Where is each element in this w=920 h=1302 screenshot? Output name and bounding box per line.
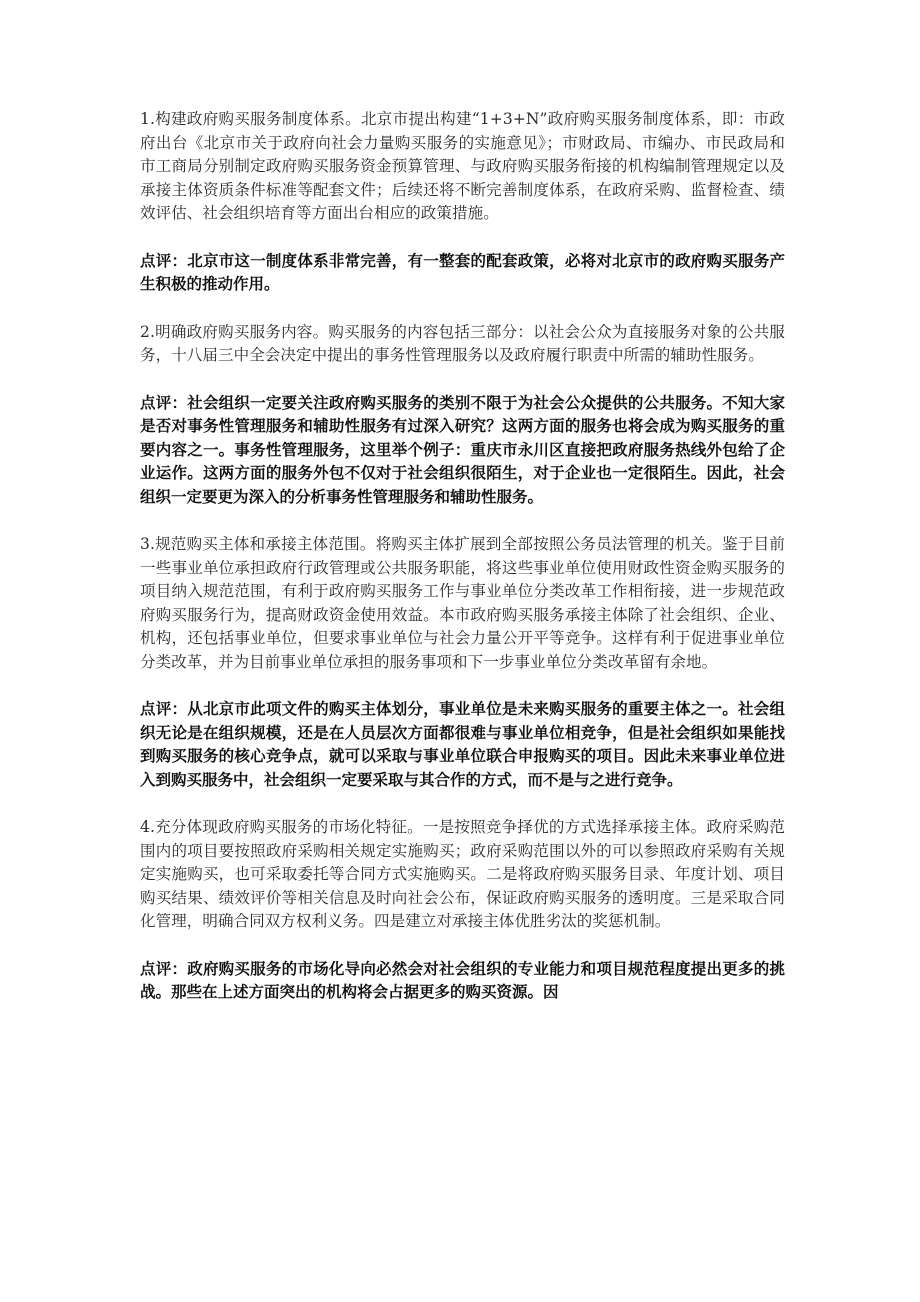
paragraph-spacer [140,934,785,958]
section-4-comment: 点评：政府购买服务的市场化导向必然会对社会组织的专业能力和项目规范程度提出更多的挑战。那些在上述方面突出的机构将会占据更多的购买资源。因 [140,959,785,1001]
paragraph-spacer [140,509,785,533]
section-1-paragraph: 1.构建政府购买服务制度体系。北京市提出构建“1+3+N”政府购买服务制度体系，即：市政府出台《北京市关于政府向社会力量购买服务的实施意见》；市财政局、市编办、市民政局和市工商局分别制定政府购买服务资金预算管理、与政府购买服务衔接的机构编制管理规定以及承接主体资质条件标准等配套文件；后续还将不断完善制度体系，在政府采购、监督检查、绩效评估、社会组织培育等方面出台相应的政策措施。 [140,110,785,222]
section-4-paragraph: 4.充分体现政府购买服务的市场化特征。一是按照竞争择优的方式选择承接主体。政府采购范围内的项目要按照政府采购相关规定实施购买；政府采购范围以外的可以参照政府采购有关规定实施购买，也可采取委托等合同方式实施购买。二是将政府购买服务目录、年度计划、项目购买结果、绩效评价等相关信息及时向社会公布，保证政府购买服务的透明度。三是采取合同化管理，明确合同双方权利义务。四是建立对承接主体优胜劣汰的奖惩机制。 [140,818,785,930]
section-3-comment: 点评：从北京市此项文件的购买主体划分，事业单位是未来购买服务的重要主体之一。社会组织无论是在组织规模，还是在人员层次方面都很难与事业单位相竞争，但是社会组织如果能找到购买服务的核心竞争点，就可以采取与事业单位联合申报购买的项目。因此未来事业单位进入到购买服务中，社会组织一定要采取与其合作的方式，而不是与之进行竞争。 [140,700,785,789]
section-2-comment: 点评：社会组织一定要关注政府购买服务的类别不限于为社会公众提供的公共服务。不知大家是否对事务性管理服务和辅助性服务有过深入研究？这两方面的服务也将会成为购买服务的重要内容之一。事务性管理服务，这里举个例子：重庆市永川区直接把政府服务热线外包给了企业运作。这两方面的服务外包不仅对于社会组织很陌生，对于企业也一定很陌生。因此，社会组织一定要更为深入的分析事务性管理服务和辅助性服务。 [140,393,785,506]
paragraph-spacer [140,792,785,816]
paragraph-spacer [140,226,785,250]
paragraph-spacer [140,368,785,392]
section-2-paragraph: 2.明确政府购买服务内容。购买服务的内容包括三部分：以社会公众为直接服务对象的公共服务，十八届三中全会决定中提出的事务性管理服务以及政府履行职责中所需的辅助性服务。 [140,322,785,364]
paragraph-spacer [140,674,785,698]
section-3-paragraph: 3.规范购买主体和承接主体范围。将购买主体扩展到全部按照公务员法管理的机关。鉴于目前一些事业单位承担政府行政管理或公共服务职能，将这些事业单位使用财政性资金购买服务的项目纳入规范范围，有利于政府购买服务工作与事业单位分类改革工作相衔接，进一步规范政府购买服务行为，提高财政资金使用效益。本市政府购买服务承接主体除了社会组织、企业、机构，还包括事业单位，但要求事业单位与社会力量公开平等竞争。这样有利于促进事业单位分类改革，并为目前事业单位承担的服务事项和下一步事业单位分类改革留有余地。 [140,535,785,671]
section-1-comment: 点评：北京市这一制度体系非常完善，有一整套的配套政策，必将对北京市的政府购买服务产生积极的推动作用。 [140,251,785,293]
paragraph-spacer [140,297,785,321]
document-page [140,108,785,1005]
